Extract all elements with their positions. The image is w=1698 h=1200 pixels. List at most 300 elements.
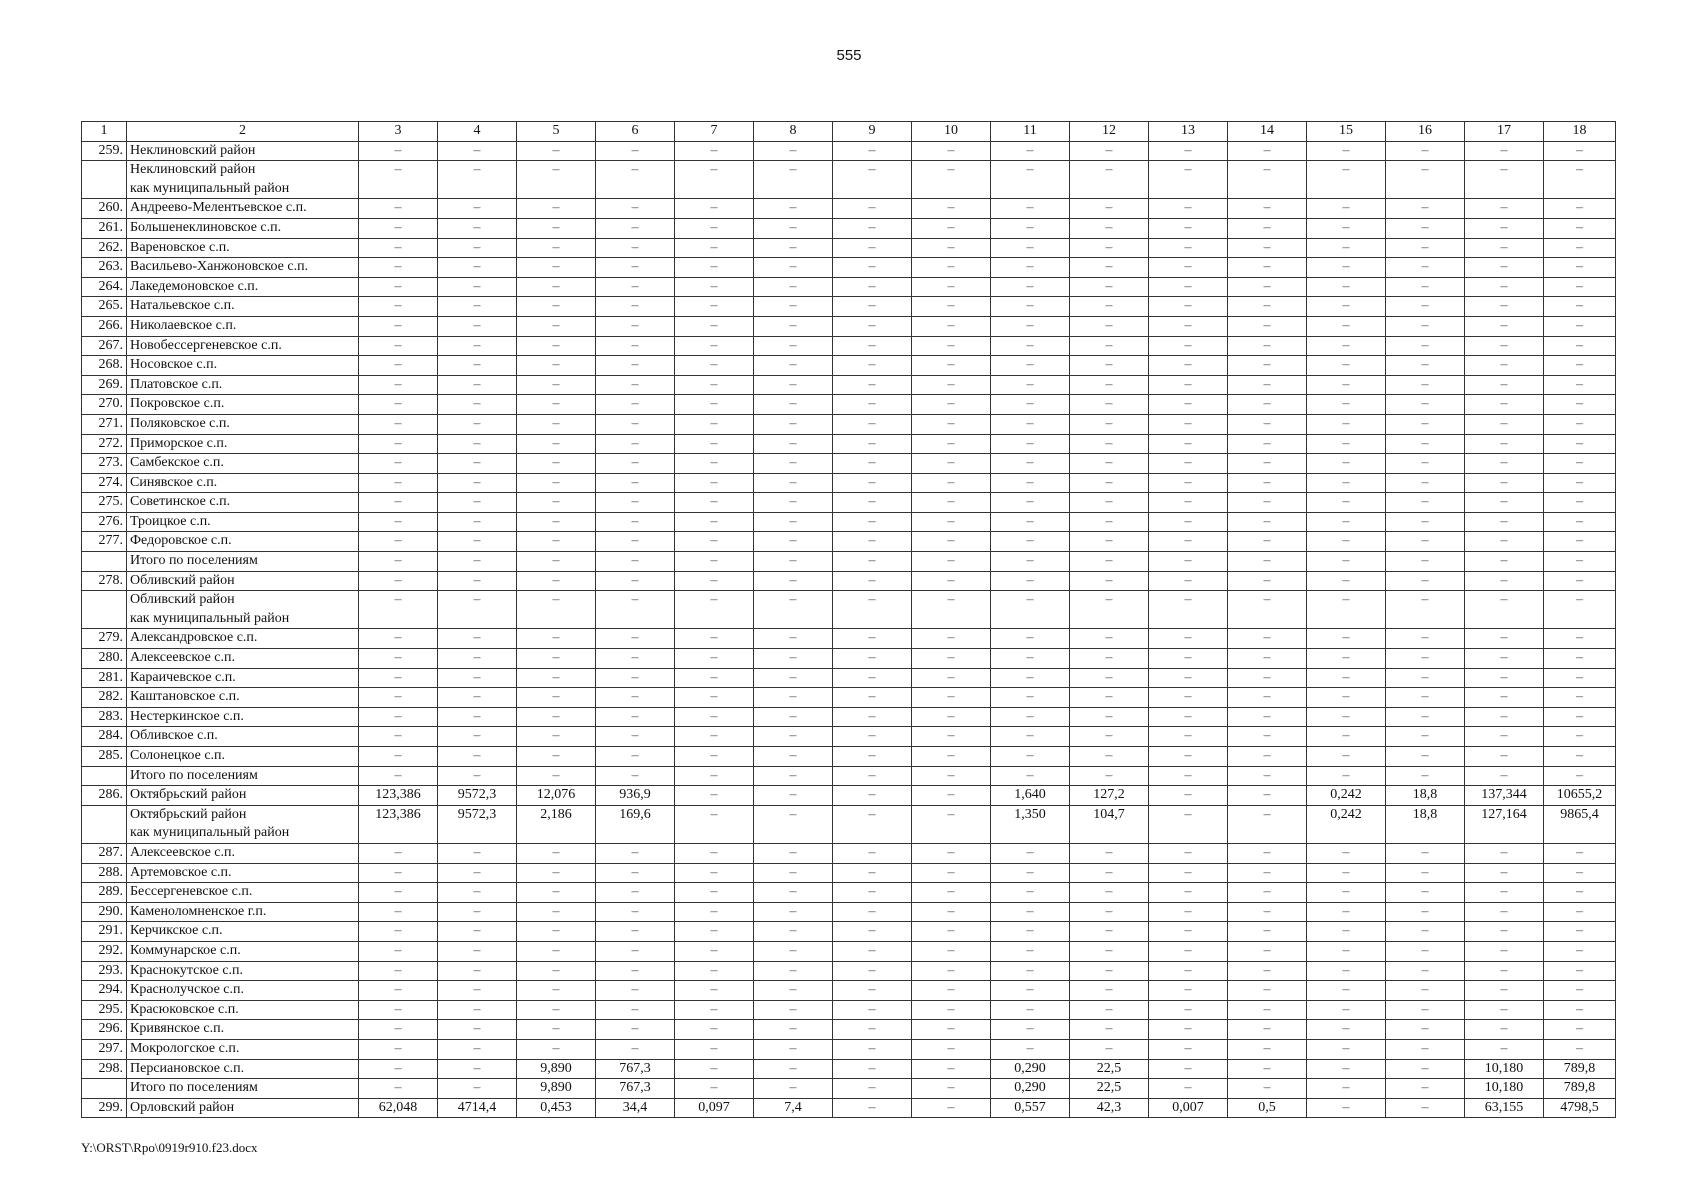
value-cell: – bbox=[912, 961, 991, 981]
value-cell: 127,2 bbox=[1070, 786, 1149, 806]
value-cell: – bbox=[754, 649, 833, 669]
value-cell: – bbox=[833, 961, 912, 981]
value-cell: – bbox=[1149, 336, 1228, 356]
value-cell: – bbox=[1149, 1039, 1228, 1059]
value-cell: – bbox=[1544, 863, 1616, 883]
value-cell: – bbox=[1070, 843, 1149, 863]
value-cell: – bbox=[754, 161, 833, 199]
value-cell: 767,3 bbox=[596, 1059, 675, 1079]
value-cell: – bbox=[596, 1000, 675, 1020]
value-cell: – bbox=[754, 766, 833, 786]
value-cell: – bbox=[912, 532, 991, 552]
value-cell: – bbox=[754, 961, 833, 981]
value-cell: – bbox=[517, 336, 596, 356]
value-cell: – bbox=[991, 961, 1070, 981]
row-name-line: Носовское с.п. bbox=[130, 357, 218, 373]
value-cell: – bbox=[517, 707, 596, 727]
value-cell: – bbox=[991, 356, 1070, 376]
value-cell: – bbox=[596, 863, 675, 883]
row-number: 279. bbox=[82, 629, 127, 649]
row-name bbox=[127, 356, 359, 376]
value-cell: – bbox=[754, 843, 833, 863]
row-name bbox=[127, 297, 359, 317]
value-cell: – bbox=[438, 766, 517, 786]
value-cell: – bbox=[833, 512, 912, 532]
value-cell: 0,290 bbox=[991, 1059, 1070, 1079]
row-number: 272. bbox=[82, 434, 127, 454]
value-cell: – bbox=[1544, 1000, 1616, 1020]
value-cell: 7,4 bbox=[754, 1098, 833, 1118]
row-name bbox=[127, 902, 359, 922]
row-number: 280. bbox=[82, 649, 127, 669]
value-cell: – bbox=[1149, 473, 1228, 493]
value-cell: – bbox=[833, 277, 912, 297]
table-row bbox=[82, 1039, 1616, 1059]
value-cell: – bbox=[1149, 532, 1228, 552]
value-cell: – bbox=[1149, 863, 1228, 883]
value-cell: – bbox=[675, 805, 754, 843]
value-cell: – bbox=[675, 218, 754, 238]
row-number bbox=[82, 1079, 127, 1099]
value-cell: – bbox=[754, 1020, 833, 1040]
value-cell: – bbox=[1070, 141, 1149, 161]
value-cell: – bbox=[1228, 258, 1307, 278]
row-number: 259. bbox=[82, 141, 127, 161]
value-cell: – bbox=[1465, 199, 1544, 219]
value-cell: – bbox=[1386, 297, 1465, 317]
row-name-line: Краснолучское с.п. bbox=[130, 982, 244, 998]
value-cell: – bbox=[596, 297, 675, 317]
value-cell: – bbox=[991, 766, 1070, 786]
value-cell: – bbox=[359, 375, 438, 395]
value-cell: – bbox=[596, 571, 675, 591]
row-name-line: Платовское с.п. bbox=[130, 376, 223, 392]
value-cell: – bbox=[596, 1020, 675, 1040]
value-cell: – bbox=[1307, 727, 1386, 747]
value-cell: – bbox=[1465, 1020, 1544, 1040]
value-cell: – bbox=[1544, 297, 1616, 317]
value-cell: – bbox=[754, 1000, 833, 1020]
value-cell: – bbox=[596, 512, 675, 532]
value-cell: – bbox=[359, 922, 438, 942]
value-cell: – bbox=[833, 297, 912, 317]
value-cell: – bbox=[517, 512, 596, 532]
value-cell: – bbox=[912, 922, 991, 942]
table-row bbox=[82, 629, 1616, 649]
value-cell: – bbox=[991, 941, 1070, 961]
value-cell: – bbox=[1544, 532, 1616, 552]
table-row bbox=[82, 199, 1616, 219]
value-cell: – bbox=[675, 512, 754, 532]
value-cell: – bbox=[359, 883, 438, 903]
value-cell: – bbox=[1544, 454, 1616, 474]
value-cell: – bbox=[1149, 902, 1228, 922]
value-cell: – bbox=[517, 532, 596, 552]
value-cell: – bbox=[1070, 649, 1149, 669]
value-cell: – bbox=[1544, 922, 1616, 942]
value-cell: – bbox=[833, 356, 912, 376]
row-number: 273. bbox=[82, 454, 127, 474]
row-name bbox=[127, 1079, 359, 1099]
value-cell: – bbox=[833, 883, 912, 903]
value-cell: – bbox=[754, 532, 833, 552]
value-cell: – bbox=[675, 981, 754, 1001]
value-cell: – bbox=[1465, 414, 1544, 434]
value-cell: – bbox=[359, 336, 438, 356]
value-cell: – bbox=[596, 395, 675, 415]
value-cell: – bbox=[517, 843, 596, 863]
value-cell: – bbox=[754, 707, 833, 727]
value-cell: 10,180 bbox=[1465, 1079, 1544, 1099]
value-cell: – bbox=[1228, 161, 1307, 199]
value-cell: – bbox=[438, 902, 517, 922]
value-cell: – bbox=[754, 395, 833, 415]
column-header: 3 bbox=[359, 122, 438, 142]
value-cell: – bbox=[833, 786, 912, 806]
table-row bbox=[82, 395, 1616, 415]
value-cell: – bbox=[675, 238, 754, 258]
value-cell: – bbox=[1386, 902, 1465, 922]
value-cell: – bbox=[991, 591, 1070, 629]
value-cell: – bbox=[1307, 414, 1386, 434]
value-cell: – bbox=[1307, 629, 1386, 649]
value-cell: – bbox=[596, 688, 675, 708]
value-cell: – bbox=[1386, 414, 1465, 434]
row-name bbox=[127, 258, 359, 278]
value-cell: – bbox=[438, 258, 517, 278]
row-name bbox=[127, 727, 359, 747]
value-cell: – bbox=[1070, 941, 1149, 961]
value-cell: – bbox=[517, 1000, 596, 1020]
value-cell: – bbox=[517, 238, 596, 258]
value-cell: – bbox=[754, 552, 833, 572]
value-cell: – bbox=[1465, 961, 1544, 981]
value-cell: – bbox=[438, 473, 517, 493]
value-cell: – bbox=[833, 688, 912, 708]
value-cell: – bbox=[1307, 552, 1386, 572]
row-name-line: Солонецкое с.п. bbox=[130, 748, 226, 763]
table-row bbox=[82, 843, 1616, 863]
value-cell: – bbox=[1465, 356, 1544, 376]
value-cell: – bbox=[517, 473, 596, 493]
value-cell: – bbox=[359, 941, 438, 961]
value-cell: – bbox=[1149, 649, 1228, 669]
row-number: 264. bbox=[82, 277, 127, 297]
value-cell: – bbox=[1386, 395, 1465, 415]
row-name-line: Каштановское с.п. bbox=[130, 689, 240, 705]
value-cell: – bbox=[1070, 1000, 1149, 1020]
column-header: 17 bbox=[1465, 122, 1544, 142]
table-row bbox=[82, 277, 1616, 297]
value-cell: – bbox=[675, 434, 754, 454]
row-name-line: Обливский район bbox=[130, 592, 235, 608]
value-cell: – bbox=[1465, 902, 1544, 922]
value-cell: – bbox=[754, 571, 833, 591]
row-name bbox=[127, 238, 359, 258]
row-name-line: Николаевское с.п. bbox=[130, 317, 237, 333]
value-cell: – bbox=[517, 199, 596, 219]
value-cell: – bbox=[1386, 649, 1465, 669]
table-row bbox=[82, 571, 1616, 591]
value-cell: – bbox=[517, 1039, 596, 1059]
value-cell: – bbox=[1465, 707, 1544, 727]
value-cell: – bbox=[1307, 336, 1386, 356]
value-cell: – bbox=[359, 1039, 438, 1059]
value-cell: 767,3 bbox=[596, 1079, 675, 1099]
value-cell: 0,557 bbox=[991, 1098, 1070, 1118]
value-cell: – bbox=[359, 218, 438, 238]
value-cell: – bbox=[991, 199, 1070, 219]
value-cell: – bbox=[1070, 1039, 1149, 1059]
row-name bbox=[127, 649, 359, 669]
value-cell: – bbox=[1228, 843, 1307, 863]
column-header: 2 bbox=[127, 122, 359, 142]
row-name-line: Алексеевское с.п. bbox=[130, 650, 235, 666]
row-name bbox=[127, 629, 359, 649]
value-cell: – bbox=[675, 707, 754, 727]
value-cell: – bbox=[1465, 571, 1544, 591]
value-cell: – bbox=[912, 161, 991, 199]
value-cell: – bbox=[1307, 843, 1386, 863]
row-name bbox=[127, 961, 359, 981]
value-cell: – bbox=[1228, 277, 1307, 297]
value-cell: – bbox=[912, 941, 991, 961]
value-cell: – bbox=[833, 1079, 912, 1099]
value-cell: 22,5 bbox=[1070, 1079, 1149, 1099]
value-cell: – bbox=[359, 238, 438, 258]
value-cell: – bbox=[754, 981, 833, 1001]
value-cell: – bbox=[675, 883, 754, 903]
value-cell: – bbox=[438, 161, 517, 199]
value-cell: – bbox=[1386, 843, 1465, 863]
value-cell: – bbox=[1149, 571, 1228, 591]
row-name bbox=[127, 199, 359, 219]
page-number: 555 bbox=[836, 47, 862, 64]
value-cell: – bbox=[1386, 454, 1465, 474]
value-cell: – bbox=[1307, 1000, 1386, 1020]
row-name-line: Приморское с.п. bbox=[130, 435, 228, 451]
value-cell: – bbox=[675, 727, 754, 747]
value-cell: – bbox=[833, 395, 912, 415]
value-cell: – bbox=[359, 395, 438, 415]
row-name bbox=[127, 863, 359, 883]
column-header: 6 bbox=[596, 122, 675, 142]
value-cell: – bbox=[359, 532, 438, 552]
value-cell: – bbox=[1070, 395, 1149, 415]
value-cell: – bbox=[1544, 316, 1616, 336]
value-cell: – bbox=[1544, 375, 1616, 395]
row-number: 278. bbox=[82, 571, 127, 591]
value-cell: 169,6 bbox=[596, 805, 675, 843]
value-cell: – bbox=[912, 843, 991, 863]
value-cell: – bbox=[596, 493, 675, 513]
value-cell: – bbox=[754, 629, 833, 649]
value-cell: – bbox=[1544, 591, 1616, 629]
table-row bbox=[82, 356, 1616, 376]
value-cell: – bbox=[833, 493, 912, 513]
value-cell: – bbox=[1386, 316, 1465, 336]
value-cell: – bbox=[991, 395, 1070, 415]
value-cell: – bbox=[833, 258, 912, 278]
value-cell: – bbox=[1544, 941, 1616, 961]
value-cell: – bbox=[1228, 863, 1307, 883]
row-number: 281. bbox=[82, 668, 127, 688]
value-cell: – bbox=[912, 1079, 991, 1099]
value-cell: – bbox=[1465, 629, 1544, 649]
column-header: 12 bbox=[1070, 122, 1149, 142]
value-cell: – bbox=[1386, 161, 1465, 199]
value-cell: – bbox=[1544, 356, 1616, 376]
value-cell: – bbox=[991, 238, 1070, 258]
value-cell: – bbox=[1307, 356, 1386, 376]
value-cell: – bbox=[596, 941, 675, 961]
value-cell: 789,8 bbox=[1544, 1059, 1616, 1079]
value-cell: – bbox=[1307, 883, 1386, 903]
value-cell: – bbox=[991, 375, 1070, 395]
value-cell: – bbox=[517, 981, 596, 1001]
row-name bbox=[127, 805, 359, 843]
row-name-line: как муниципальный район bbox=[130, 610, 290, 626]
value-cell: – bbox=[991, 552, 1070, 572]
row-name-line: Неклиновский район bbox=[130, 142, 256, 158]
table-row bbox=[82, 883, 1616, 903]
value-cell: – bbox=[1307, 199, 1386, 219]
value-cell: – bbox=[1070, 161, 1149, 199]
value-cell: – bbox=[596, 747, 675, 767]
row-number: 275. bbox=[82, 493, 127, 513]
value-cell: – bbox=[675, 786, 754, 806]
value-cell: – bbox=[1465, 766, 1544, 786]
value-cell: – bbox=[1070, 356, 1149, 376]
value-cell: – bbox=[1149, 668, 1228, 688]
value-cell: – bbox=[675, 941, 754, 961]
row-name-line: Керчикское с.п. bbox=[130, 923, 223, 939]
value-cell: – bbox=[359, 1000, 438, 1020]
value-cell: – bbox=[1228, 238, 1307, 258]
value-cell: – bbox=[596, 473, 675, 493]
value-cell: – bbox=[675, 552, 754, 572]
value-cell: – bbox=[675, 356, 754, 376]
value-cell: 0,453 bbox=[517, 1098, 596, 1118]
value-cell: – bbox=[1070, 297, 1149, 317]
value-cell: – bbox=[517, 766, 596, 786]
value-cell: 789,8 bbox=[1544, 1079, 1616, 1099]
value-cell: – bbox=[596, 218, 675, 238]
value-cell: 936,9 bbox=[596, 786, 675, 806]
value-cell: – bbox=[1149, 395, 1228, 415]
value-cell: – bbox=[675, 1059, 754, 1079]
value-cell: – bbox=[912, 1098, 991, 1118]
row-name-line: Поляковское с.п. bbox=[130, 415, 230, 431]
value-cell: – bbox=[991, 843, 1070, 863]
row-name-line: Лакедемоновское с.п. bbox=[130, 278, 259, 294]
value-cell: – bbox=[1307, 297, 1386, 317]
value-cell: – bbox=[1228, 316, 1307, 336]
value-cell: – bbox=[833, 941, 912, 961]
value-cell: – bbox=[438, 316, 517, 336]
value-cell: – bbox=[912, 571, 991, 591]
value-cell: – bbox=[359, 843, 438, 863]
row-number: 290. bbox=[82, 902, 127, 922]
value-cell: – bbox=[1228, 747, 1307, 767]
table-row bbox=[82, 532, 1616, 552]
row-name bbox=[127, 591, 359, 629]
row-number: 292. bbox=[82, 941, 127, 961]
value-cell: – bbox=[517, 629, 596, 649]
value-cell: – bbox=[1307, 1098, 1386, 1118]
table-row bbox=[82, 981, 1616, 1001]
table-row bbox=[82, 707, 1616, 727]
value-cell: – bbox=[596, 961, 675, 981]
row-name-line: Обливский район bbox=[130, 572, 235, 588]
value-cell: – bbox=[1149, 922, 1228, 942]
value-cell: – bbox=[1228, 356, 1307, 376]
value-cell: – bbox=[1149, 707, 1228, 727]
table-row bbox=[82, 258, 1616, 278]
value-cell: – bbox=[1465, 316, 1544, 336]
value-cell: – bbox=[438, 571, 517, 591]
value-cell: – bbox=[1149, 747, 1228, 767]
value-cell: – bbox=[596, 161, 675, 199]
value-cell: – bbox=[1307, 473, 1386, 493]
value-cell: – bbox=[517, 395, 596, 415]
value-cell: – bbox=[438, 336, 517, 356]
row-name-line: Каменоломненское г.п. bbox=[130, 903, 267, 919]
value-cell: – bbox=[991, 277, 1070, 297]
row-name bbox=[127, 1000, 359, 1020]
value-cell: – bbox=[1307, 1079, 1386, 1099]
value-cell: – bbox=[912, 1000, 991, 1020]
row-number: 291. bbox=[82, 922, 127, 942]
value-cell: – bbox=[1465, 688, 1544, 708]
value-cell: – bbox=[912, 356, 991, 376]
row-name-line: Персиановское с.п. bbox=[130, 1060, 245, 1076]
value-cell: – bbox=[912, 512, 991, 532]
value-cell: – bbox=[438, 922, 517, 942]
table-row bbox=[82, 512, 1616, 532]
value-cell: – bbox=[1070, 552, 1149, 572]
row-name bbox=[127, 532, 359, 552]
value-cell: – bbox=[912, 375, 991, 395]
value-cell: – bbox=[517, 297, 596, 317]
value-cell: – bbox=[438, 1020, 517, 1040]
row-name-line: Кривянское с.п. bbox=[130, 1021, 225, 1037]
column-header: 4 bbox=[438, 122, 517, 142]
value-cell: – bbox=[675, 375, 754, 395]
value-cell: – bbox=[596, 356, 675, 376]
value-cell: – bbox=[1070, 238, 1149, 258]
table-row bbox=[82, 161, 1616, 199]
value-cell: – bbox=[438, 414, 517, 434]
value-cell: – bbox=[754, 1059, 833, 1079]
value-cell: – bbox=[1228, 218, 1307, 238]
value-cell: – bbox=[438, 883, 517, 903]
value-cell: – bbox=[912, 981, 991, 1001]
value-cell: – bbox=[1544, 161, 1616, 199]
value-cell: – bbox=[359, 571, 438, 591]
value-cell: – bbox=[1228, 591, 1307, 629]
value-cell: – bbox=[1228, 571, 1307, 591]
table-row bbox=[82, 1079, 1616, 1099]
value-cell: 0,097 bbox=[675, 1098, 754, 1118]
value-cell: – bbox=[1386, 863, 1465, 883]
value-cell: – bbox=[359, 414, 438, 434]
column-header: 1 bbox=[82, 122, 127, 142]
table-row bbox=[82, 747, 1616, 767]
value-cell: 104,7 bbox=[1070, 805, 1149, 843]
value-cell: – bbox=[754, 512, 833, 532]
value-cell: – bbox=[438, 981, 517, 1001]
